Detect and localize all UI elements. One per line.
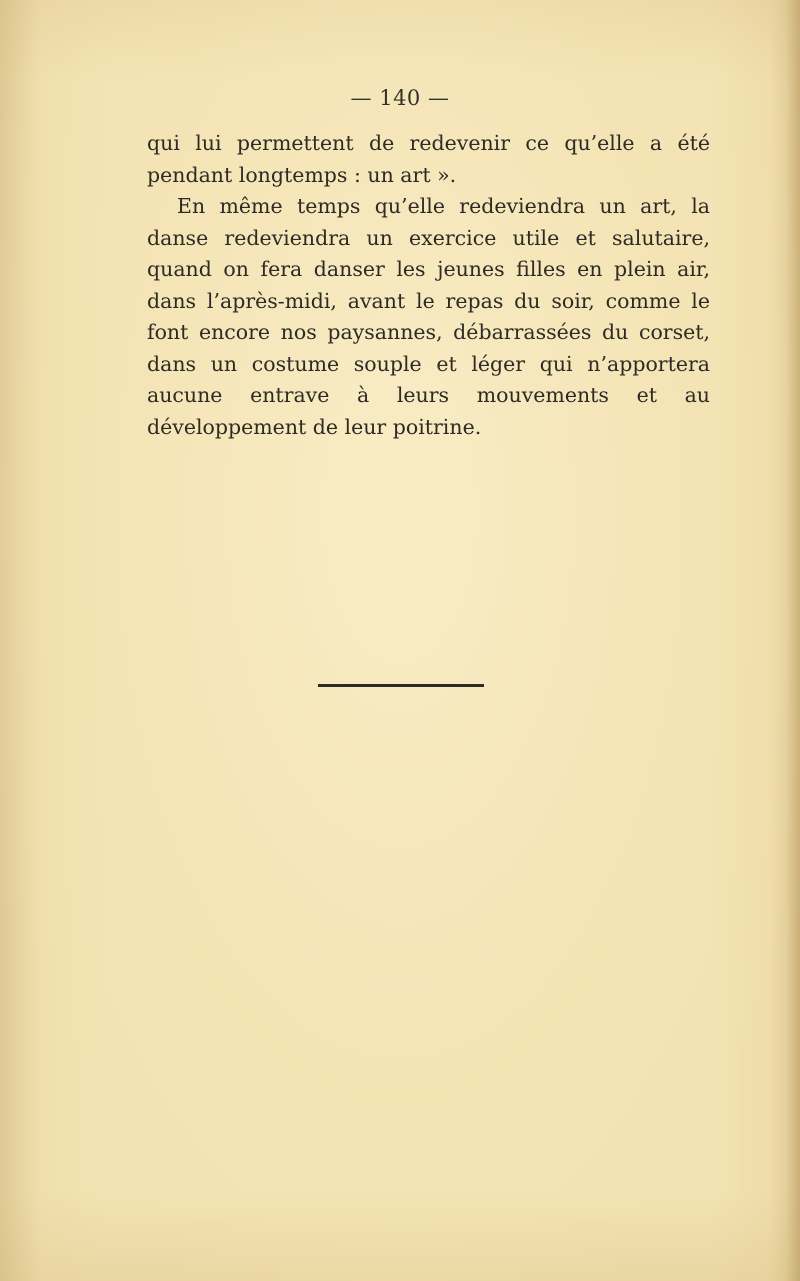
page-number: — 140 —: [350, 86, 450, 110]
section-end-rule: [318, 684, 484, 687]
paragraph-dance-exercise: En même temps qu’elle redeviendra un art, la danse redeviendra un exercice utile et salutaire, quand on fera danser les jeunes filles en plein air, dans l’après-midi, avant le repas du soir, comme le font encore nos paysannes, débarrassées du corset, dans un costume souple et léger qui n’apportera aucune entrave à leurs mouvements et au développement de leur poitrine.: [147, 194, 710, 439]
paragraph-continuation: qui lui permettent de redevenir ce qu’elle a été pendant longtemps : un art ».: [147, 131, 710, 187]
page-edge-shadow: [786, 0, 800, 1281]
page-body: [147, 128, 710, 443]
